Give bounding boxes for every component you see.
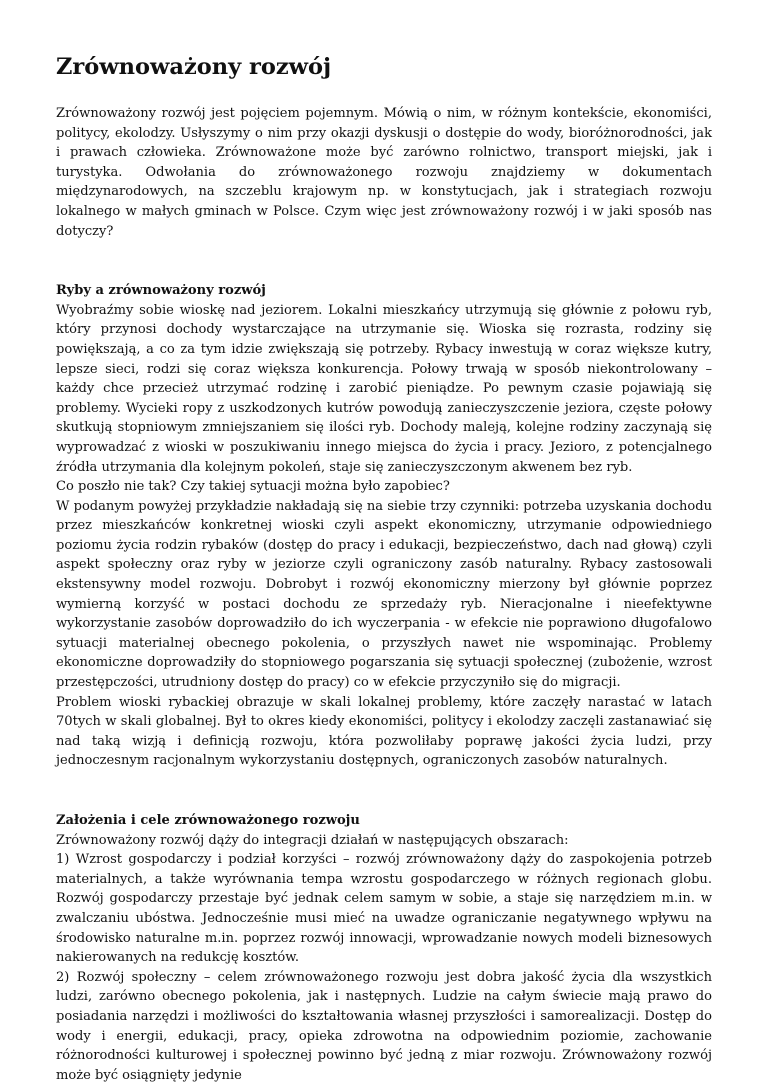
paragraph: 1) Wzrost gospodarczy i podział korzyści – rozwój zrównoważony dąży do zaspokojenia potrzeb materialnych, a także wyrównania tempa wzrostu gospodarczego w różnych regionach globu. Rozwój gospodarczy przestaje być jednak celem samym w sobie, a staje się narzędziem m.in. w zwalczaniu ubóstwa. Jednocześnie musi mieć na uwadze ograniczanie negatywnego wpływu na środowisko naturalne m.in. poprzez rozwój innowacji, wprowadzanie nowych modeli biznesowych nakierowanych na redukcję kosztów. [56, 852, 712, 966]
section-fish [56, 281, 712, 771]
section-goals [56, 811, 712, 1085]
page-title: Zrównoważony rozwój [56, 54, 332, 80]
section-spacer [56, 771, 712, 811]
section-heading: Ryby a zrównoważony rozwój [56, 283, 266, 299]
section-spacer [56, 241, 712, 281]
paragraph: Problem wioski rybackiej obrazuje w skali lokalnej problemy, które zaczęły narastać w latach 70tych w skali globalnej. Był to okres kiedy ekonomiści, politycy i ekolodzy zaczęli zastanawiać się nad taką wizją i definicją rozwoju, która pozwoliłaby poprawę jakości życia ludzi, przy jednoczesnym racjonalnym wykorzystaniu dostępnych, ograniczonych zasobów naturalnych. [56, 694, 712, 769]
intro-paragraph: Zrównoważony rozwój jest pojęciem pojemnym. Mówią o nim, w różnym kontekście, ekonomiści, politycy, ekolodzy. Usłyszymy o nim przy okazji dyskusji o dostępie do wody, bioróżnorodności, jak i prawach człowieka. Zrównoważone może być zarówno rolnictwo, transport miejski, jak i turystyka. Odwołania do zrównoważonego rozwoju znajdziemy w dokumentach międzynarodowych, na szczeblu krajowym np. w konstytucjach, jak i strategiach rozwoju lokalnego w małych gminach w Polsce. Czym więc jest zrównoważony rozwój i w jaki sposób nas dotyczy? [56, 106, 712, 239]
paragraph: 2) Rozwój społeczny – celem zrównoważonego rozwoju jest dobra jakość życia dla wszystkich ludzi, zarówno obecnego pokolenia, jak i następnych. Ludzie na całym świecie mają prawo do posiadania narzędzi i możliwości do kształtowania własnej przyszłości i samorealizacji. Dostęp do wody i energii, edukacji, pracy, opieka zdrowotna na odpowiednim poziomie, zachowanie różnorodności kulturowej i społecznej powinno być jedną z miar rozwoju. Zrównoważony rozwój może być osiągnięty jedynie [56, 969, 712, 1083]
paragraph: W podanym powyżej przykładzie nakładają się na siebie trzy czynniki: potrzeba uzyskania dochodu przez mieszkańców konkretnej wioski czyli aspekt ekonomiczny, utrzymanie odpowiedniego poziomu życia rodzin rybaków (dostęp do pracy i edukacji, bezpieczeństwo, dach nad głową) czyli aspekt społeczny oraz ryby w jeziorze czyli ograniczony zasób naturalny. Rybacy zastosowali ekstensywny model rozwoju. Dobrobyt i rozwój ekonomiczny mierzony był głównie poprzez wymierną korzyść w postaci dochodu ze sprzedaży ryb. Nieracjonalne i nieefektywne wykorzystanie zasobów doprowadziło do ich wyczerpania - w efekcie nie poprawiono długofalowo sytuacji materialnej obecnego pokolenia, o przyszłych nawet nie wspominając. Problemy ekonomiczne doprowadziły do stopniowego pogarszania się sytuacji społecznej (zubożenie, wzrost przestępczości, utrudniony dostęp do pracy) co w efekcie przyczyniło się do migracji. [56, 498, 712, 691]
paragraph: Wyobraźmy sobie wioskę nad jeziorem. Lokalni mieszkańcy utrzymują się głównie z połowu ryb, który przynosi dochody wystarczające na utrzymanie się. Wioska się rozrasta, rodziny się powiększają, a co za tym idzie zwiększają się potrzeby. Rybacy inwestują w coraz większe kutry, lepsze sieci, rodzi się coraz większa konkurencja. Połowy trwają w sposób niekontrolowany – każdy chce przecież utrzymać rodzinę i zarobić pieniądze. Po pewnym czasie pojawiają się problemy. Wycieki ropy z uszkodzonych kutrów powodują zanieczyszczenie jeziora, częste połowy skutkują stopniowym zmniejszaniem się ilości ryb. Dochody maleją, kolejne rodziny zaczynają się wyprowadzać z wioski w poszukiwaniu innego miejsca do życia i pracy. Jezioro, z potencjalnego źródła utrzymania dla kolejnym pokoleń, staje się zanieczyszczonym akwenem bez ryb. [56, 302, 712, 475]
paragraph: Co poszło nie tak? Czy takiej sytuacji można było zapobiec? [56, 479, 450, 495]
paragraph: Zrównoważony rozwój dąży do integracji działań w następujących obszarach: [56, 832, 569, 848]
section-heading: Założenia i cele zrównoważonego rozwoju [56, 813, 360, 828]
